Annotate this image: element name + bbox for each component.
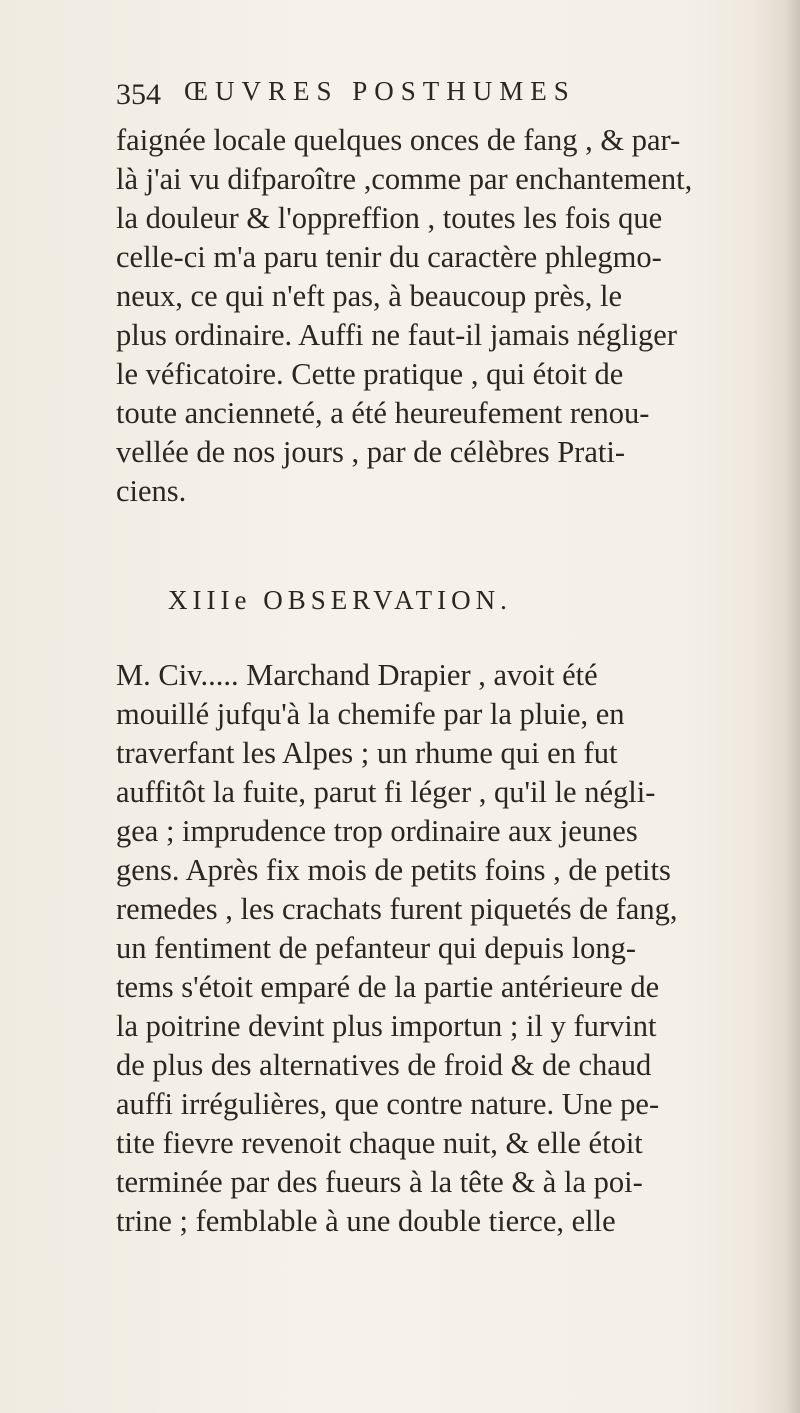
text-line: auffi irrégulières, que contre nature. Une pe- — [116, 1087, 660, 1121]
text-line: la douleur & l'oppreffion , toutes les fois que — [116, 201, 663, 235]
text-line: la poitrine devint plus importun ; il y furvint — [116, 1009, 657, 1043]
text-line: toute ancienneté, a été heureufement renou- — [116, 396, 650, 430]
text-line: ciens. — [116, 474, 187, 508]
page-number: 354 — [116, 78, 161, 111]
text-line: un fentiment de pefanteur qui depuis long- — [116, 931, 637, 965]
text-line: terminée par des fueurs à la tête & à la poi- — [116, 1165, 643, 1199]
text-line: gens. Après fix mois de petits foins , de petits — [116, 853, 671, 887]
text-line: remedes , les crachats furent piquetés de fang, — [116, 892, 678, 926]
text-line: trine ; femblable à une double tierce, elle — [116, 1204, 616, 1238]
text-line: tite fievre revenoit chaque nuit, & elle étoit — [116, 1126, 643, 1160]
text-line: de plus des alternatives de froid & de chaud — [116, 1048, 652, 1082]
text-line: mouillé jufqu'à la chemife par la pluie, en — [116, 697, 625, 731]
page-edge-shadow — [752, 0, 800, 1413]
text-line: celle-ci m'a paru tenir du caractère phlegmo- — [116, 240, 662, 274]
text-line: faignée locale quelques onces de fang , & par- — [116, 123, 681, 157]
text-line: M. Civ..... Marchand Drapier , avoit été — [116, 658, 598, 692]
text-line: gea ; imprudence trop ordinaire aux jeunes — [116, 814, 638, 848]
text-line: tems s'étoit emparé de la partie antérieure de — [116, 970, 660, 1004]
text-line: traverfant les Alpes ; un rhume qui en fut — [116, 736, 618, 770]
text-line: plus ordinaire. Auffi ne faut-il jamais négliger — [116, 318, 677, 352]
text-line: auffitôt la fuite, parut fi léger , qu'il le négli- — [116, 775, 656, 809]
text-line: le véficatoire. Cette pratique , qui étoit de — [116, 357, 624, 391]
running-head-title: ŒUVRES POSTHUMES — [184, 76, 576, 106]
text-line: neux, ce qui n'eft pas, à beaucoup près, le — [116, 279, 623, 313]
observation-heading: XIIIe OBSERVATION. — [168, 585, 512, 615]
text-line: là j'ai vu difparoître ,comme par enchantement, — [116, 162, 693, 196]
text-line: vellée de nos jours , par de célèbres Prati- — [116, 435, 625, 469]
